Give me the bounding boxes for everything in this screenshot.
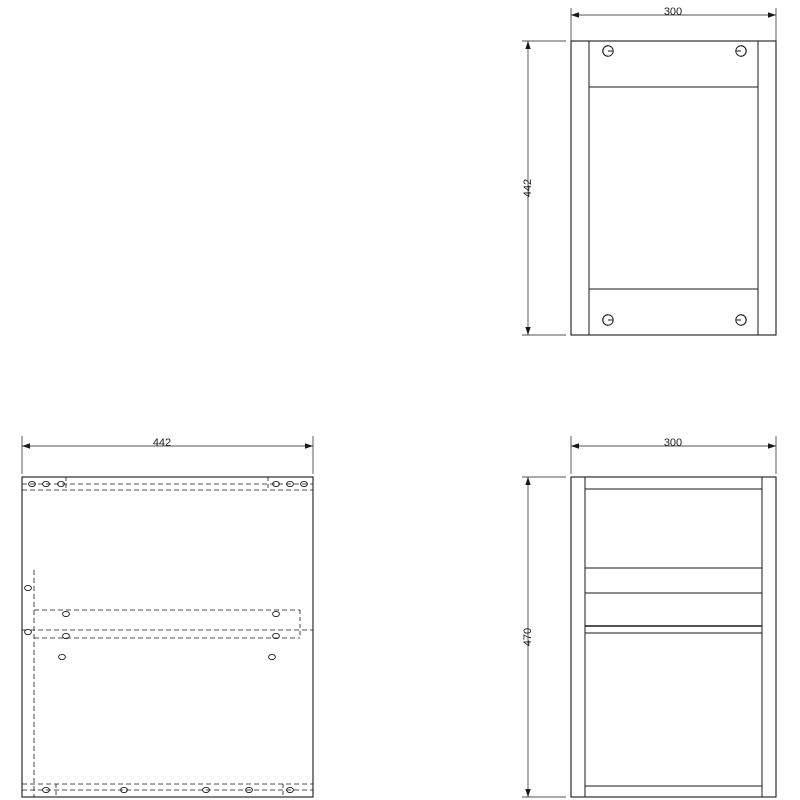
cam-fitting-bottom-left (603, 315, 613, 325)
cam-fitting-top-left (603, 46, 613, 56)
dimension-label-442-vertical: 442 (521, 178, 534, 198)
view-plan (22, 436, 313, 797)
cam-fitting-top-right (736, 46, 746, 56)
dimension-label-442-horizontal: 442 (152, 436, 172, 449)
view-side-elevation (522, 436, 776, 797)
dimension-label-470-vertical: 470 (521, 627, 534, 647)
view-front-elevation (522, 5, 776, 335)
dimension-label-300-top: 300 (663, 5, 683, 18)
drilling-holes-plan (25, 481, 308, 792)
cam-fitting-bottom-right (736, 315, 746, 325)
dimension-label-300-bottom: 300 (663, 436, 683, 449)
